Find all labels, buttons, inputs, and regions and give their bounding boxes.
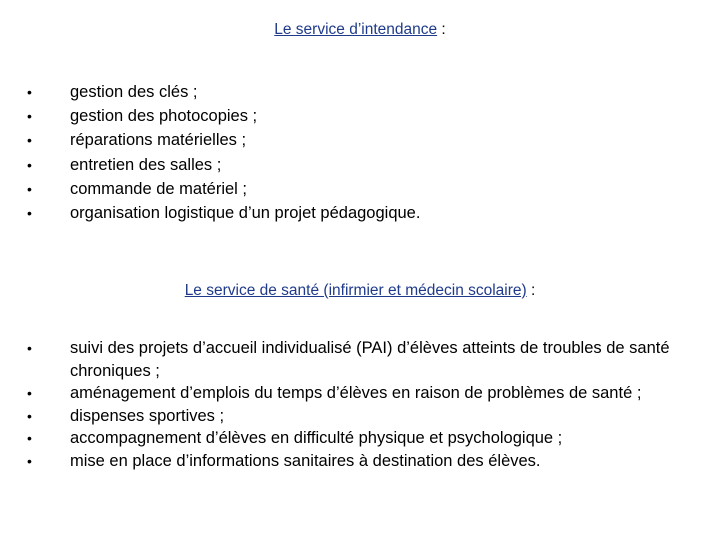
- section-title-sante: [0, 282, 720, 300]
- bullet-icon: •: [27, 430, 32, 446]
- list-item: [0, 201, 700, 225]
- section-title-colon: :: [437, 21, 446, 38]
- list-item-text: entretien des salles ;: [70, 155, 222, 174]
- bullet-icon: •: [27, 452, 32, 469]
- section-title-colon: :: [526, 282, 536, 299]
- list-item-text: accompagnement d’élèves en difficulté physique et psychologique ;: [70, 429, 563, 447]
- list-item-text: réparations matérielles ;: [70, 131, 247, 150]
- list-item-text: gestion des clés ;: [70, 83, 198, 101]
- bullet-icon: •: [27, 132, 32, 149]
- list-item-text: mise en place d’informations sanitaires à destination des élèves.: [70, 451, 541, 470]
- section-title-intendance: [0, 21, 720, 39]
- list-item: [0, 450, 700, 473]
- sante-list: [0, 337, 700, 472]
- bullet-icon: •: [27, 340, 32, 356]
- list-item: [0, 427, 700, 450]
- bullet-icon: •: [27, 84, 32, 100]
- bullet-icon: •: [27, 407, 32, 424]
- list-item: [0, 128, 700, 152]
- list-item-text: organisation logistique d’un projet pédagogique.: [70, 204, 421, 223]
- list-item-text: dispenses sportives ;: [70, 406, 225, 425]
- intendance-list: [0, 80, 700, 225]
- list-item: [0, 80, 700, 104]
- list-item: [0, 153, 700, 177]
- list-item-text: commande de matériel ;: [70, 179, 247, 198]
- bullet-icon: •: [27, 180, 32, 197]
- bullet-icon: •: [27, 205, 32, 222]
- list-item: [0, 405, 700, 428]
- list-item: [0, 177, 700, 201]
- section-title-text: Le service d’intendance: [274, 21, 438, 38]
- bullet-icon: •: [27, 108, 32, 125]
- section-title-text: Le service de santé (infirmier et médecin scolaire): [184, 282, 527, 299]
- bullet-icon: •: [27, 385, 32, 401]
- list-item: [0, 382, 700, 405]
- list-item: [0, 337, 700, 382]
- list-item-text: gestion des photocopies ;: [70, 107, 258, 126]
- list-item: [0, 104, 700, 128]
- list-item-text: suivi des projets d’accueil individualisé (PAI) d’élèves atteints de troubles de santé chroniques ;: [70, 339, 670, 380]
- bullet-icon: •: [27, 156, 32, 173]
- list-item-text: aménagement d’emplois du temps d’élèves en raison de problèmes de santé ;: [70, 384, 642, 402]
